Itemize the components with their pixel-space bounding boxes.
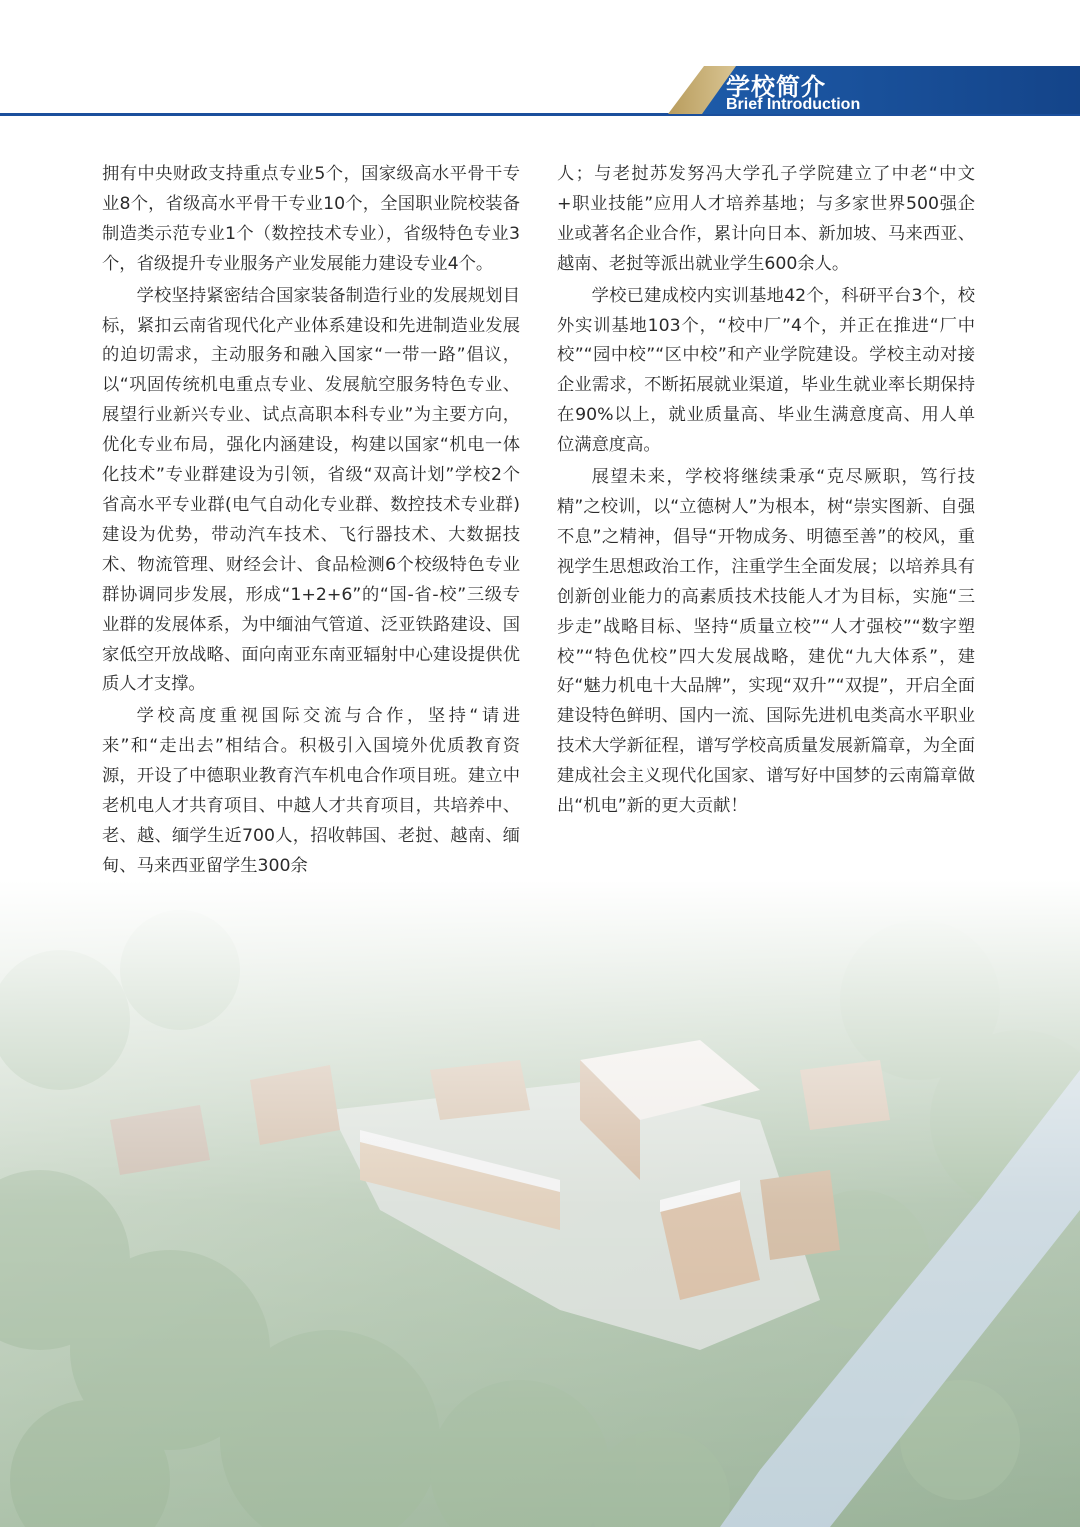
paragraph: 学校坚持紧密结合国家装备制造行业的发展规划目标，紧扣云南省现代化产业体系建设和先进制造业发展的迫切需求，主动服务和融入国家“一带一路”倡议，以“巩固传统机电重点专业、发展航空服务特色专业、展望行业新兴专业、试点高职本科专业”为主要方向，优化专业布局，强化内涵建设，构建以国家“机电一体化技术”专业群建设为引领，省级“双高计划”学校2个省高水平专业群(电气自动化专业群、数控技术专业群)建设为优势，带动汽车技术、飞行器技术、大数据技术、物流管理、财经会计、食品检测6个校级特色专业群协调同步发展，形成“1+2+6”的“国-省-校”三级专业群的发展体系，为中缅油气管道、泛亚铁路建设、国家低空开放战略、面向南亚东南亚辐射中心建设提供优质人才支撑。 bbox=[102, 285, 520, 695]
header-title-chinese: 学校简介 bbox=[726, 73, 826, 101]
campus-aerial-svg bbox=[0, 880, 1080, 1527]
left-text-column bbox=[102, 160, 520, 884]
right-text-column bbox=[557, 160, 975, 824]
paragraph: 学校已建成校内实训基地42个，科研平台3个，校外实训基地103个，“校中厂”4个，并正在推进“厂中校”“园中校”“区中校”和产业学院建设。学校主动对接企业需求，不断拓展就业渠道，毕业生就业率长期保持在90%以上，就业质量高、毕业生满意度高、用人单位满意度高。 bbox=[557, 285, 975, 456]
paragraph: 学校高度重视国际交流与合作，坚持“请进来”和“走出去”相结合。积极引入国境外优质教育资源，开设了中德职业教育汽车机电合作项目班。建立中老机电人才共育项目、中越人才共育项目，共培养中、老、越、缅学生近700人，招收韩国、老挝、越南、缅甸、马来西亚留学生300余 bbox=[102, 706, 520, 876]
white-fade-overlay bbox=[0, 880, 1080, 1527]
header-title-english: Brief Introduction bbox=[726, 96, 861, 113]
paragraph: 展望未来，学校将继续秉承“克尽厥职，笃行技精”之校训，以“立德树人”为根本，树“崇实图新、自强不息”之精神，倡导“开物成务、明德至善”的校风，重视学生思想政治工作，注重学生全面发展；以培养具有创新创业能力的高素质技术技能人才为目标，实施“三步走”战略目标、坚持“质量立校”“人才强校”“数字塑校”“特色优校”四大发展战略，建优“九大体系”，建好“魅力机电十大品牌”，实现“双升”“双提”，开启全面建设特色鲜明、国内一流、国际先进机电类高水平职业技术大学新征程，谱写学校高质量发展新篇章，为全面建成社会主义现代化国家、谱写好中国梦的云南篇章做出“机电”新的更大贡献！ bbox=[557, 467, 975, 817]
paragraph: 人；与老挝苏发努冯大学孔子学院建立了中老“中文+职业技能”应用人才培养基地；与多家世界500强企业或著名企业合作，累计向日本、新加坡、马来西亚、越南、老挝等派出就业学生600余人。 bbox=[557, 164, 975, 274]
paragraph: 拥有中央财政支持重点专业5个，国家级高水平骨干专业8个，省级高水平骨干专业10个，全国职业院校装备制造类示范专业1个（数控技术专业），省级特色专业3个，省级提升专业服务产业发展能力建设专业4个。 bbox=[102, 164, 520, 274]
page-header bbox=[0, 0, 1080, 130]
campus-aerial-illustration bbox=[0, 880, 1080, 1527]
